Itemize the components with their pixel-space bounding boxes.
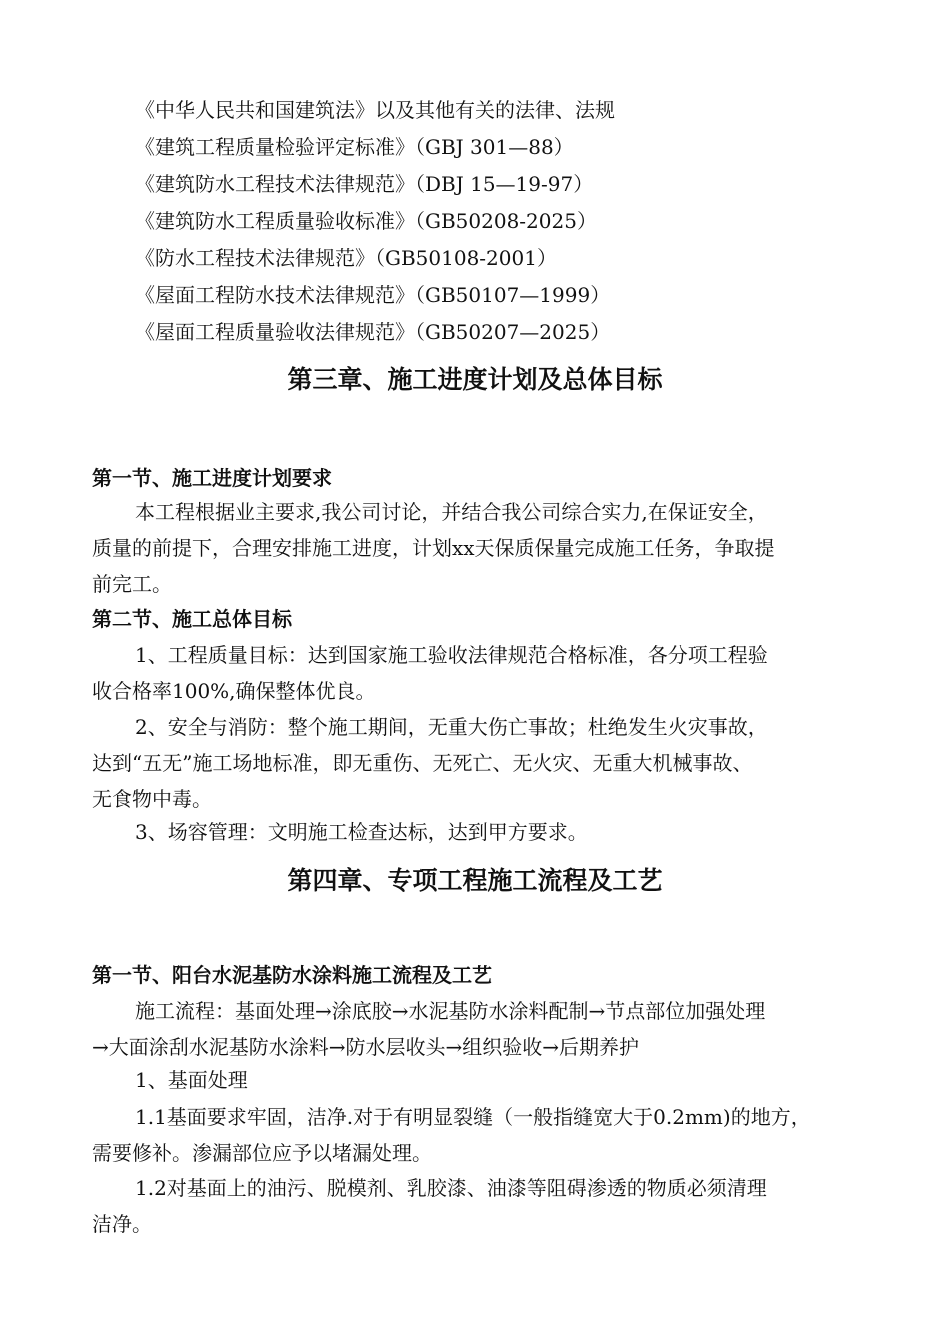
paragraph-line: 无食物中毒。 — [92, 787, 212, 811]
paragraph-line: 2、安全与消防：整个施工期间，无重大伤亡事故；杜绝发生火灾事故， — [135, 715, 768, 739]
paragraph-line: 1.2对基面上的油污、脱模剂、乳胶漆、油漆等阻碍渗透的物质必须清理 — [135, 1176, 767, 1200]
reference-item: 《建筑工程质量检验评定标准》（GBJ 301—88） — [135, 135, 574, 159]
paragraph-line: 1、基面处理 — [135, 1068, 248, 1092]
reference-item: 《建筑防水工程技术法律规范》（DBJ 15—19-97） — [135, 172, 594, 196]
construction-flow-paragraph — [92, 993, 862, 1065]
paragraph-line: 需要修补。渗漏部位应予以堵漏处理。 — [92, 1141, 432, 1165]
chapter-4-section-1-title: 第一节、阳台水泥基防水涂料施工流程及工艺 — [92, 963, 492, 987]
paragraph-line: 施工流程：基面处理→涂底胶→水泥基防水涂料配制→节点部位加强处理 — [135, 999, 766, 1023]
quality-goal-paragraph — [92, 637, 862, 709]
paragraph-line: 1、工程质量目标：达到国家施工验收法律规范合格标准，各分项工程验 — [135, 643, 768, 667]
paragraph-line: 3、场容管理：文明施工检查达标，达到甲方要求。 — [135, 820, 588, 844]
step-1-1-paragraph — [92, 1099, 862, 1171]
reference-item: 《中华人民共和国建筑法》以及其他有关的法律、法规 — [135, 98, 615, 122]
reference-item: 《防水工程技术法律规范》（GB50108-2001） — [135, 246, 557, 270]
paragraph-line: 前完工。 — [92, 572, 172, 596]
chapter-4-title: 第四章、专项工程施工流程及工艺 — [287, 866, 663, 895]
site-management-paragraph — [92, 814, 862, 850]
chapter-3-section-2-title: 第二节、施工总体目标 — [92, 607, 292, 631]
step-1-title-paragraph — [92, 1062, 862, 1098]
reference-item: 《屋面工程质量验收法律规范》（GB50207—2025） — [135, 320, 611, 344]
chapter-3-title: 第三章、施工进度计划及总体目标 — [287, 365, 663, 394]
paragraph-line: 洁净。 — [92, 1212, 152, 1236]
paragraph-line: 1.1基面要求牢固，洁净.对于有明显裂缝（一般指缝宽大于0.2mm)的地方， — [135, 1105, 811, 1129]
paragraph-line: →大面涂刮水泥基防水涂料→防水层收头→组织验收→后期养护 — [92, 1035, 640, 1059]
schedule-paragraph — [92, 494, 862, 602]
safety-goal-paragraph — [92, 709, 862, 817]
chapter-3-section-1-title: 第一节、施工进度计划要求 — [92, 466, 332, 490]
step-1-2-paragraph — [92, 1170, 862, 1242]
paragraph-line: 质量的前提下，合理安排施工进度，计划xx天保质保量完成施工任务，争取提 — [92, 536, 775, 560]
paragraph-line: 达到“五无”施工场地标准，即无重伤、无死亡、无火灾、无重大机械事故、 — [92, 751, 753, 775]
reference-item: 《屋面工程防水技术法律规范》（GB50107—1999） — [135, 283, 611, 307]
reference-item: 《建筑防水工程质量验收标准》（GB50208-2025） — [135, 209, 597, 233]
reference-list — [135, 92, 895, 351]
paragraph-line: 本工程根据业主要求,我公司讨论，并结合我公司综合实力,在保证安全， — [135, 500, 768, 524]
paragraph-line: 收合格率100%,确保整体优良。 — [92, 679, 376, 703]
